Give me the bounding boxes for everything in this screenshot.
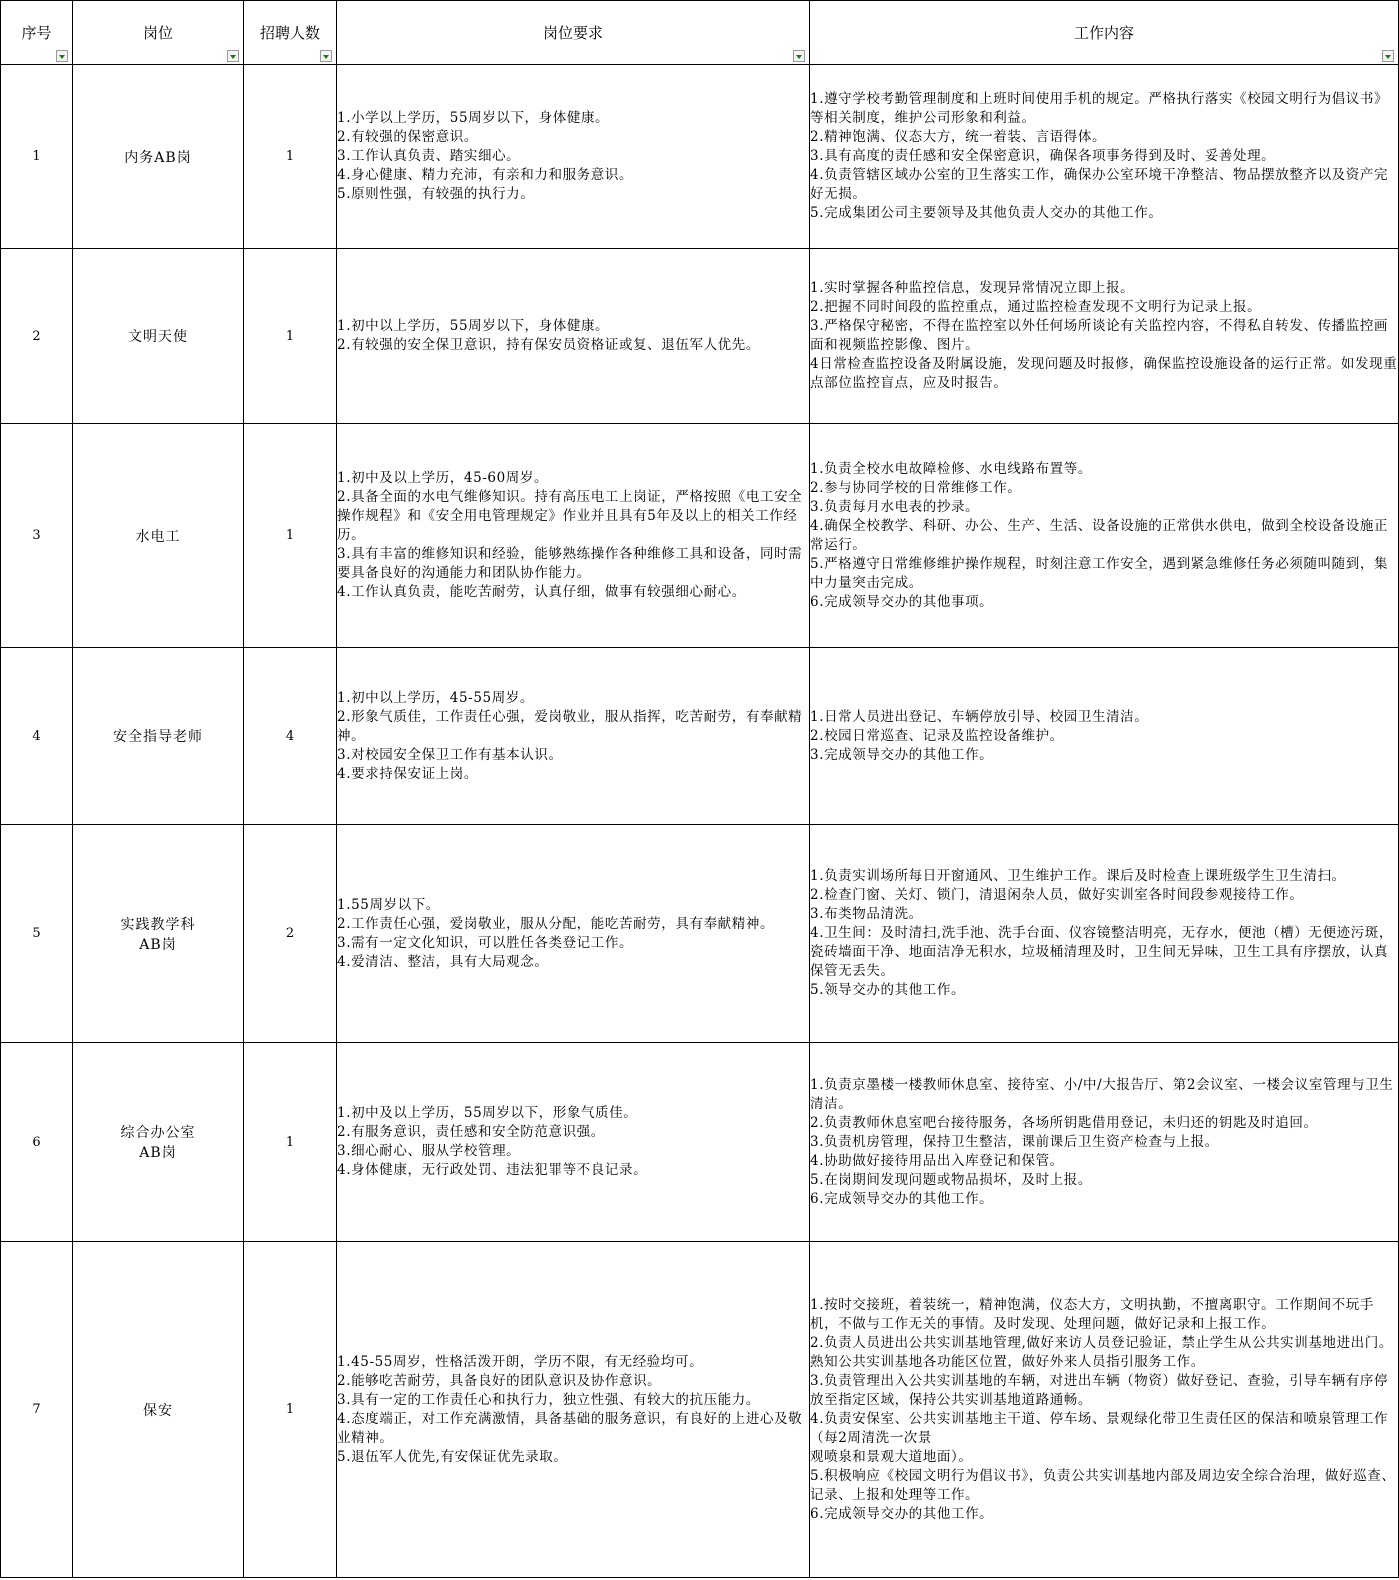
position-cell: 文明天使 <box>73 249 244 424</box>
filter-dropdown-icon[interactable] <box>793 50 805 62</box>
requirement-line: 4.身体健康，无行政处罚、违法犯罪等不良记录。 <box>337 1162 648 1178</box>
requirement-line: 3.工作认真负责、踏实细心。 <box>337 148 521 164</box>
header-requirements-label: 岗位要求 <box>542 24 603 42</box>
seq-cell: 3 <box>1 424 73 648</box>
requirements-cell <box>337 249 810 424</box>
header-seq-label: 序号 <box>21 24 52 42</box>
requirement-line: 4.身心健康、精力充沛，有亲和力和服务意识。 <box>337 167 634 183</box>
requirement-line: 2.有较强的保密意识。 <box>337 129 478 145</box>
position-cell <box>73 1043 244 1242</box>
header-requirements <box>337 1 810 65</box>
table-row <box>1 648 1399 825</box>
seq-cell: 5 <box>1 825 73 1043</box>
header-position-label: 岗位 <box>142 24 173 42</box>
duty-line: 5.领导交办的其他工作。 <box>810 982 966 998</box>
duty-line: 6.完成领导交办的其他工作。 <box>810 1190 994 1207</box>
header-duties <box>810 1 1399 65</box>
duty-line: 6.完成领导交办的其他事项。 <box>810 593 994 610</box>
position-line: AB岗 <box>139 1145 177 1161</box>
requirement-line: 1.45-55周岁，性格活泼开朗，学历不限，有无经验均可。 <box>337 1353 704 1370</box>
requirement-line: 1.初中以上学历，45-55周岁。 <box>337 689 534 706</box>
table-row <box>1 1242 1399 1578</box>
requirement-line: 5.原则性强，有较强的执行力。 <box>337 186 535 202</box>
header-row <box>1 1 1399 65</box>
duty-line: 3.负责管理出入公共实训基地的车辆，对进出车辆（物资）做好登记、查验，引导车辆有序停放至指定区域，保持公共实训基地道路通畅。 <box>810 1372 1389 1408</box>
duties-cell <box>810 825 1399 1043</box>
position-line: AB岗 <box>139 936 177 953</box>
count-cell: 1 <box>244 424 337 648</box>
requirements-cell <box>337 648 810 825</box>
requirement-line: 3.对校园安全保卫工作有基本认识。 <box>337 746 563 763</box>
requirement-line: 4.态度端正，对工作充满激情，具备基础的服务意识，有良好的上进心及敬业精神。 <box>337 1410 803 1446</box>
duty-line: 1.遵守学校考勤管理制度和上班时间使用手机的规定。严格执行落实《校园文明行为倡议书》等相关制度，维护公司形象和利益。 <box>810 91 1389 126</box>
duty-line: 2.负责人员进出公共实训基地管理,做好来访人员登记验证，禁止学生从公共实训基地进出门。熟知公共实训基地各功能区位置，做好外来人员指引服务工作。 <box>810 1334 1393 1370</box>
count-cell: 1 <box>244 1043 337 1242</box>
filter-dropdown-icon[interactable] <box>320 50 332 62</box>
requirements-cell <box>337 65 810 249</box>
seq-cell: 4 <box>1 648 73 825</box>
duty-line: 2.把握不同时间段的监控重点，通过监控检查发现不文明行为记录上报。 <box>810 299 1262 315</box>
duty-line: 3.具有高度的责任感和安全保密意识，确保各项事务得到及时、妥善处理。 <box>810 148 1276 164</box>
requirement-line: 1.小学以上学历，55周岁以下，身体健康。 <box>337 110 610 126</box>
requirement-line: 2.能够吃苦耐劳，具备良好的团队意识及协作意识。 <box>337 1372 662 1389</box>
requirement-line: 2.有较强的安全保卫意识，持有保安员资格证或复、退伍军人优先。 <box>337 337 760 353</box>
filter-dropdown-icon[interactable] <box>1382 50 1394 62</box>
seq-cell: 7 <box>1 1242 73 1578</box>
requirement-line: 1.初中以上学历，55周岁以下，身体健康。 <box>337 318 610 334</box>
filter-dropdown-icon[interactable] <box>227 50 239 62</box>
duty-line: 2.负责教师休息室吧台接待服务，各场所钥匙借用登记，未归还的钥匙及时追回。 <box>810 1114 1318 1131</box>
duty-line: 3.严格保守秘密，不得在监控室以外任何场所谈论有关监控内容，不得私自转发、传播监控画面和视频监控影像、图片。 <box>810 318 1389 353</box>
header-seq <box>1 1 73 65</box>
duties-cell <box>810 1242 1399 1578</box>
requirement-line: 4.工作认真负责，能吃苦耐劳，认真仔细，做事有较强细心耐心。 <box>337 584 746 600</box>
duty-line: 1.日常人员进出登记、车辆停放引导、校园卫生清洁。 <box>810 708 1149 725</box>
duty-line: 6.完成领导交办的其他工作。 <box>810 1505 994 1522</box>
position-cell <box>73 825 244 1043</box>
duties-cell <box>810 648 1399 825</box>
requirement-line: 2.有服务意识，责任感和安全防范意识强。 <box>337 1124 605 1140</box>
table-row <box>1 825 1399 1043</box>
duty-line: 3.完成领导交办的其他工作。 <box>810 746 994 763</box>
duty-line: 5.积极响应《校园文明行为倡议书》，负责公共实训基地内部及周边安全综合治理，做好巡查、记录、上报和处理等工作。 <box>810 1467 1396 1503</box>
requirement-line: 1.初中及以上学历，45-60周岁。 <box>337 470 549 486</box>
seq-cell: 2 <box>1 249 73 424</box>
duty-line: 1.按时交接班，着装统一，精神饱满，仪态大方，文明执勤，不擅离职守。工作期间不玩手机，不做与工作无关的事情。及时发现、处理问题，做好记录和上报工作。 <box>810 1296 1374 1332</box>
position-line: 综合办公室 <box>120 1125 196 1141</box>
duty-line: 4日常检查监控设备及附属设施，发现问题及时报修，确保监控设施设备的运行正常。如发现重点部位监控盲点，应及时报告。 <box>810 356 1398 391</box>
duty-line: 1.负责实训场所每日开窗通风、卫生维护工作。课后及时检查上课班级学生卫生清扫。 <box>810 868 1346 884</box>
filter-dropdown-icon[interactable] <box>56 50 68 62</box>
requirement-line: 2.工作责任心强，爱岗敬业，服从分配，能吃苦耐劳，具有奉献精神。 <box>337 915 775 932</box>
duty-line: 5.在岗期间发现问题或物品损坏，及时上报。 <box>810 1171 1092 1188</box>
count-cell: 1 <box>244 1242 337 1578</box>
requirements-cell <box>337 825 810 1043</box>
duty-line: 1.负责京墨楼一楼教师休息室、接待室、小/中/大报告厅、第2会议室、一楼会议室管理与卫生清洁。 <box>810 1076 1394 1112</box>
duty-line: 5.严格遵守日常维修维护操作规程，时刻注意工作安全，遇到紧急维修任务必须随叫随到，集中力量突击完成。 <box>810 555 1389 591</box>
duty-line: 2.检查门窗、关灯、锁门，清退闲杂人员，做好实训室各时间段参观接待工作。 <box>810 887 1304 903</box>
duties-cell <box>810 424 1399 648</box>
header-count <box>244 1 337 65</box>
table-row <box>1 65 1399 249</box>
duty-line: 4.确保全校教学、科研、办公、生产、生活、设备设施的正常供水供电，做到全校设备设施正常运行。 <box>810 517 1389 553</box>
duty-line: 2.校园日常巡查、记录及监控设备维护。 <box>810 727 1064 744</box>
requirement-line: 2.具备全面的水电气维修知识。持有高压电工上岗证，严格按照《电工安全操作规程》和《安全用电管理规定》作业并且具有5年及以上的相关工作经历。 <box>337 489 803 543</box>
requirement-line: 3.需有一定文化知识，可以胜任各类登记工作。 <box>337 934 634 951</box>
duties-cell <box>810 249 1399 424</box>
table-row <box>1 249 1399 424</box>
duty-line: 4.卫生间：及时清扫,洗手池、洗手台面、仪容镜整洁明亮，无存水，便池（槽）无便迹污斑，瓷砖墙面干净、地面洁净无积水，垃圾桶清理及时，卫生间无异味，卫生工具有序摆放，认真保管无丢失。 <box>810 925 1393 979</box>
requirement-line: 3.具有一定的工作责任心和执行力，独立性强、有较大的抗压能力。 <box>337 1391 760 1408</box>
duty-line: 5.完成集团公司主要领导及其他负责人交办的其他工作。 <box>810 205 1163 221</box>
seq-cell: 6 <box>1 1043 73 1242</box>
duty-line: 4.协助做好接待用品出入库登记和保管。 <box>810 1152 1064 1169</box>
requirement-line: 1.初中及以上学历，55周岁以下，形象气质佳。 <box>337 1105 638 1121</box>
duty-line: 观喷泉和景观大道地面）。 <box>810 1448 973 1465</box>
duty-line: 4.负责管辖区域办公室的卫生落实工作，确保办公室环境干净整洁、物品摆放整齐以及资产完好无损。 <box>810 167 1389 202</box>
count-cell: 1 <box>244 65 337 249</box>
requirement-line: 3.细心耐心、服从学校管理。 <box>337 1143 521 1159</box>
position-cell: 水电工 <box>73 424 244 648</box>
position-cell: 内务AB岗 <box>73 65 244 249</box>
requirement-line: 3.具有丰富的维修知识和经验，能够熟练操作各种维修工具和设备，同时需要具备良好的沟通能力和团队协作能力。 <box>337 546 803 581</box>
header-duties-label: 工作内容 <box>1073 24 1134 42</box>
table-row <box>1 1043 1399 1242</box>
duty-line: 1.负责全校水电故障检修、水电线路布置等。 <box>810 460 1092 477</box>
requirements-cell <box>337 424 810 648</box>
header-position <box>73 1 244 65</box>
duty-line: 3.负责每月水电表的抄录。 <box>810 498 980 515</box>
count-cell: 4 <box>244 648 337 825</box>
duty-line: 3.布类物品清洗。 <box>810 906 923 922</box>
requirement-line: 4.爱清洁、整洁，具有大局观念。 <box>337 953 549 970</box>
position-cell: 安全指导老师 <box>73 648 244 825</box>
duty-line: 2.参与协同学校的日常维修工作。 <box>810 479 1022 496</box>
requirement-line: 1.55周岁以下。 <box>337 896 440 913</box>
requirement-line: 2.形象气质佳，工作责任心强，爱岗敬业，服从指挥，吃苦耐劳，有奉献精神。 <box>337 708 803 744</box>
count-cell: 1 <box>244 249 337 424</box>
requirement-line: 5.退伍军人优先,有安保证优先录取。 <box>337 1448 568 1465</box>
position-line: 实践教学科 <box>120 916 196 933</box>
header-count-label: 招聘人数 <box>259 24 320 42</box>
position-cell: 保安 <box>73 1242 244 1578</box>
duty-line: 2.精神饱满、仪态大方，统一着装、言语得体。 <box>810 129 1107 145</box>
count-cell: 2 <box>244 825 337 1043</box>
duty-line: 3.负责机房管理，保持卫生整洁，课前课后卫生资产检查与上报。 <box>810 1133 1219 1150</box>
duty-line: 4.负责安保室、公共实训基地主干道、停车场、景观绿化带卫生责任区的保洁和喷泉管理工作（每2周清洗一次景 <box>810 1410 1389 1446</box>
duties-cell <box>810 65 1399 249</box>
requirements-cell <box>337 1242 810 1578</box>
duty-line: 1.实时掌握各种监控信息，发现异常情况立即上报。 <box>810 280 1135 296</box>
requirements-cell <box>337 1043 810 1242</box>
duties-cell <box>810 1043 1399 1242</box>
seq-cell: 1 <box>1 65 73 249</box>
requirement-line: 4.要求持保安证上岗。 <box>337 765 478 782</box>
table-row <box>1 424 1399 648</box>
